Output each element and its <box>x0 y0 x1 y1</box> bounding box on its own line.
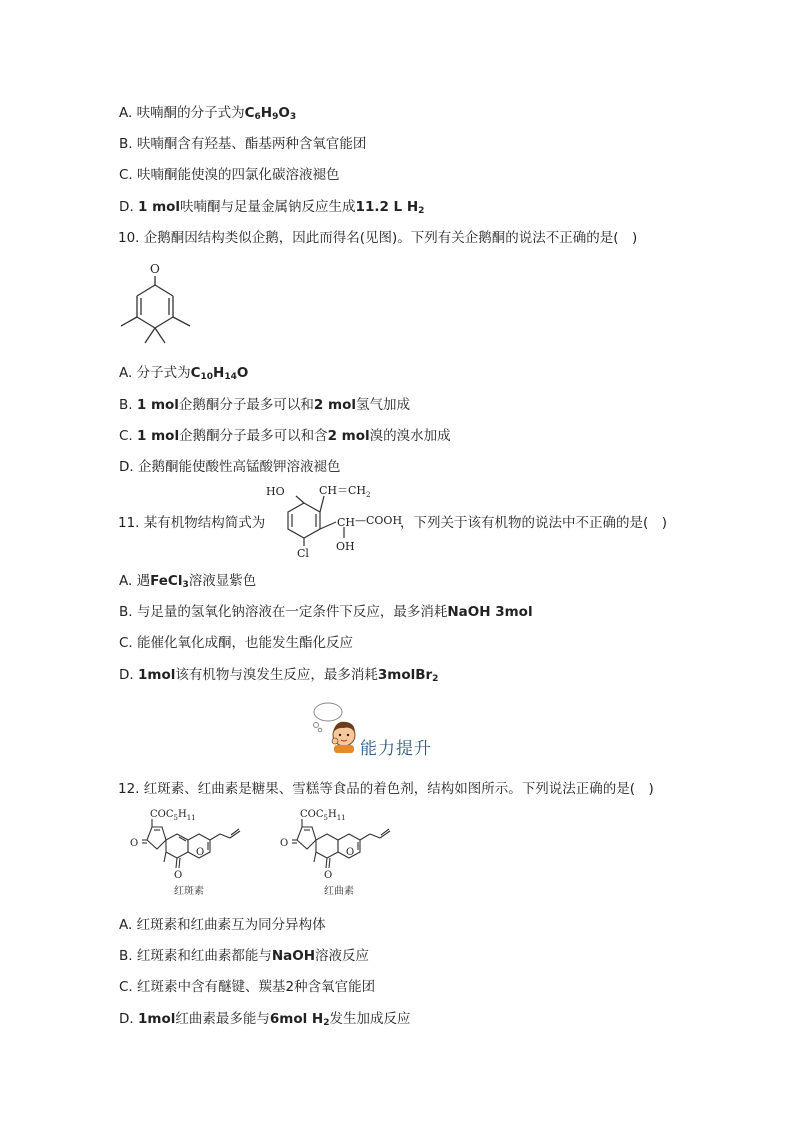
q11-option-a: A. 遇FeCl$_3$溶液显紫色 <box>119 573 257 590</box>
q12-o-label-3: O <box>196 847 205 858</box>
q10-option-c: C. 1 mol企鹅酮分子最多可以和含2 mol溴的溴水加成 <box>119 428 451 444</box>
q9-option-d: D. 1 mol呋喃酮与足量金属钠反应生成11.2 L $H_2$ <box>119 199 425 216</box>
q11-cl-label: Cl <box>297 547 309 560</box>
q12-caption-hongbansu: 红斑素 <box>174 886 204 896</box>
q12-o-label-6: O <box>346 847 355 858</box>
q12-caption-hongqusu: 红曲素 <box>324 886 354 896</box>
q11-structure <box>266 482 402 562</box>
q11-cooh-label: —COOH <box>355 514 402 527</box>
q10-option-a: A. 分子式为$C_{10}H_{14}O$ <box>119 365 249 382</box>
q11-stem-post: ，下列关于该有机物的说法中不正确的是( ) <box>400 515 668 531</box>
q9-option-b: B. 呋喃酮含有羟基、酯基两种含氧官能团 <box>119 136 367 152</box>
q11-ho-label: HO <box>266 485 285 498</box>
q10-atom-o: O <box>150 262 160 276</box>
q12-o-label-4: O <box>280 838 289 849</box>
q10-structure <box>112 256 202 348</box>
q11-oh-label: OH <box>336 540 355 553</box>
ability-banner-title: 能力提升 <box>360 739 432 759</box>
q11-option-b: B. 与足量的氢氧化钠溶液在一定条件下反应，最多消耗NaOH 3mol <box>119 604 533 620</box>
q10-option-b: B. 1 mol企鹅酮分子最多可以和2 mol氢气加成 <box>119 397 410 413</box>
q12-option-d: D. 1mol红曲素最多能与6mol $H_2$发生加成反应 <box>119 1011 411 1028</box>
q12-acyl-label-1: $COC_5H_{11}$ <box>150 809 196 822</box>
q11-option-c: C. 能催化氧化成酮，也能发生酯化反应 <box>119 635 354 651</box>
q10-option-d: D. 企鹅酮能使酸性高锰酸钾溶液褪色 <box>119 459 341 475</box>
q12-stem: 12. 红斑素、红曲素是糖果、雪糕等食品的着色剂，结构如图所示。下列说法正确的是( ) <box>118 781 654 797</box>
q11-ch-label: CH <box>337 516 356 529</box>
q12-o-label-1: O <box>130 838 139 849</box>
q9-option-c: C. 呋喃酮能使溴的四氯化碳溶液褪色 <box>119 167 340 183</box>
q12-o-label-2: O <box>174 870 183 881</box>
thinking-boy-icon <box>306 698 362 754</box>
q12-option-c: C. 红斑素中含有醚键、羰基2种含氧官能团 <box>119 979 376 995</box>
q10-stem: 10. 企鹅酮因结构类似企鹅，因此而得名(见图)。下列有关企鹅酮的说法不正确的是( ) <box>118 230 638 246</box>
q12-acyl-label-2: $COC_5H_{11}$ <box>300 809 346 822</box>
q11-stem-pre: 11. 某有机物结构简式为 <box>118 515 266 531</box>
q11-vinyl-label: $CH=CH_2$ <box>319 484 371 499</box>
q12-option-a: A. 红斑素和红曲素互为同分异构体 <box>119 917 326 933</box>
q12-o-label-5: O <box>324 870 333 881</box>
q11-option-d: D. 1mol该有机物与溴发生反应，最多消耗3molBr$_2$ <box>119 667 439 684</box>
q9-option-a: A. 呋喃酮的分子式为$C_6H_9O_3$ <box>119 105 297 122</box>
q12-structures <box>128 804 428 896</box>
q12-option-b: B. 红斑素和红曲素都能与NaOH溶液反应 <box>119 948 370 964</box>
